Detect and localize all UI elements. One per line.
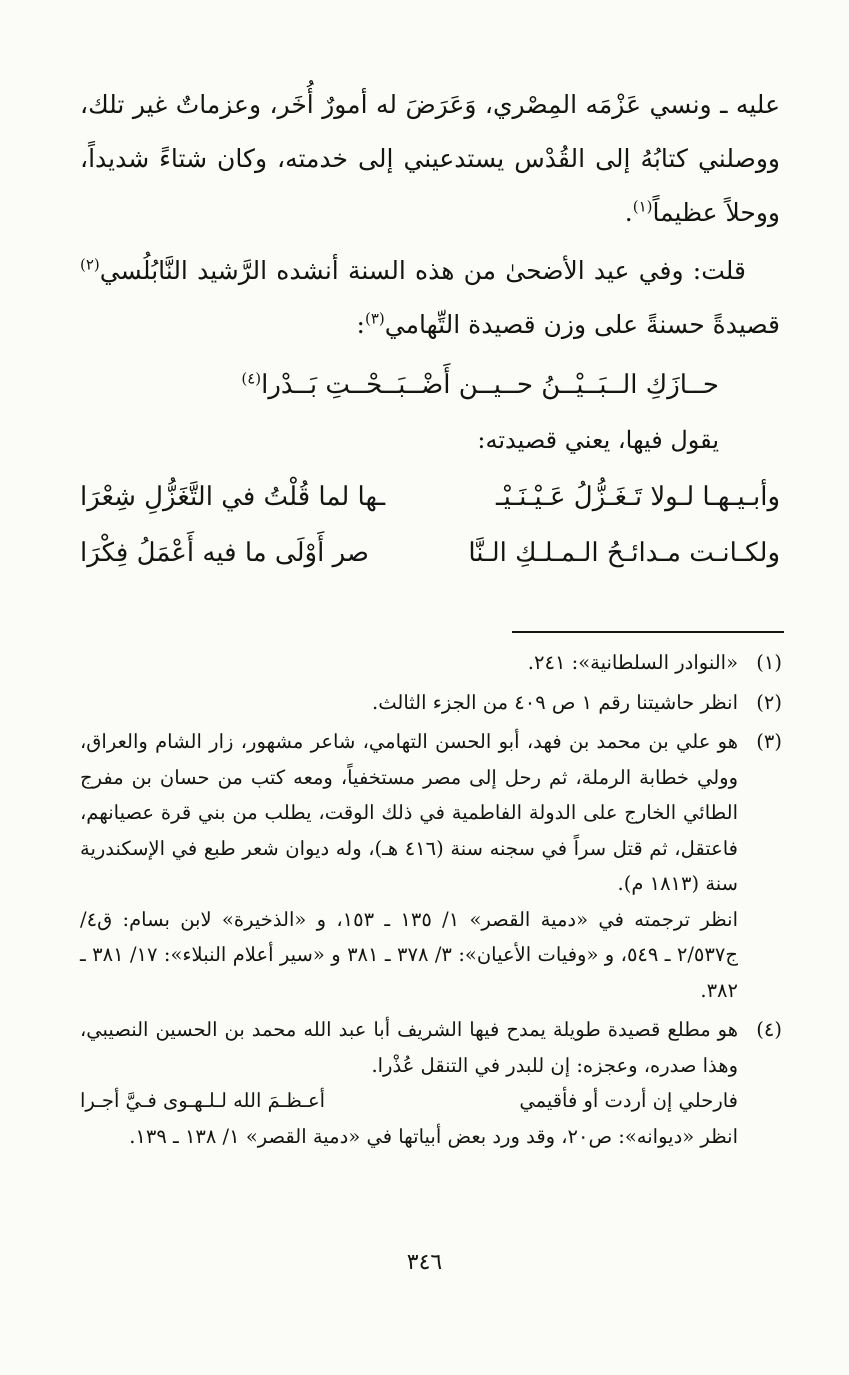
poem-first-hemistich: وأبـيـهـا لـولا تَـغَـزُّلُ عَـيْـنَـيْـ: [496, 482, 780, 512]
footnote-divider: [512, 631, 784, 633]
footnote-number: (٣): [756, 730, 782, 753]
footnote-paragraph: «النوادر السلطانية»: ٢٤١.: [527, 651, 738, 674]
main-text: [80, 78, 780, 352]
paragraph-2-text-b: قصيدةً حسنةً على وزن قصيدة التِّهامي: [384, 310, 780, 339]
footnote-ref-1: (١): [632, 197, 653, 216]
footnote-paragraph: انظر «ديوانه»: ص٢٠، وقد ورد بعض أبياتها في «دمية القصر» ١/ ١٣٨ ـ ١٣٩.: [129, 1124, 738, 1148]
paragraph-1-text: عليه ـ ونسي عَزْمَه المِصْري، وَعَرَضَ له أمورٌ أُخَر، وعزماتٌ غير تلك، ووصلني كتابُهُ إلى القُدْس يستدعيني إلى خدمته، وكان شتاءً شديداً، ووحلاً عظيماً: [80, 90, 780, 227]
footnote-4: [80, 1012, 782, 1154]
footnote-1: [80, 645, 782, 681]
page-number: ٣٤٦: [406, 1250, 443, 1275]
footnote-text: [80, 724, 738, 1008]
footnote-text: [80, 685, 738, 721]
footnote-verse-first: فارحلي إن أردت أو فأقيمي: [519, 1089, 738, 1112]
paragraph-2: [80, 244, 780, 352]
footnote-number: (٢): [756, 690, 782, 714]
footnote-verse-second: أعـظـمَ الله لـلـهـوى فـيَّ أجـرا: [80, 1089, 326, 1112]
poem: [80, 470, 780, 582]
footnote-text: [80, 645, 738, 681]
quoted-verse-text: حــازَكِ الــبَــيْــنُ حــيــن أَضْــبَــحْــتِ بَــدْرا: [261, 370, 719, 400]
quoted-verse: [241, 360, 719, 410]
footnote-paragraph: هو علي بن محمد بن فهد، أبو الحسن التهامي، شاعر مشهور، زار الشام والعراق، وولي خطابة الرملة، ثم رحل إلى مصر مستخفياً، ومعه كتب من حسان بن مفرج الطائي الخارج على الدولة الفاطمية في ذلك الوقت، يطلب من بني قرة عصيانهم، فاعتقل، ثم قتل سراً في سجنه سنة (٤١٦ هـ)، وله ديوان شعر طبع في الإسكندرية سنة (١٨١٣ م).: [80, 730, 738, 895]
poem-first-hemistich: ولكـانـت مـدائـحُ الـمـلـكِ الـنَّا: [468, 538, 780, 568]
paragraph-1-end: .: [624, 198, 633, 227]
footnote-paragraph: انظر حاشيتنا رقم ١ ص ٤٠٩ من الجزء الثالث.: [372, 690, 738, 714]
poem-intro: يقول فيها، يعني قصيدته:: [477, 426, 719, 454]
footnote-verse: [80, 1083, 738, 1119]
footnote-3: [80, 724, 782, 1008]
footnote-ref-4: (٤): [241, 369, 262, 388]
poem-second-hemistich: ـها لما قُلْتُ في التَّغَزُّلِ شِعْرَا: [80, 482, 386, 512]
footnote-paragraph: هو مطلع قصيدة طويلة يمدح فيها الشريف أبا عبد الله محمد بن الحسين النصيبي، وهذا صدره، وعجزه: إن للبدر في التنقل عُذْرا.: [80, 1018, 738, 1077]
poem-line: [80, 526, 780, 582]
footnote-ref-2: (٢): [80, 255, 100, 274]
poem-second-hemistich: صر أَوْلَى ما فيه أَعْمَلُ فِكْرَا: [80, 538, 369, 568]
paragraph-2-text-a: قلت: وفي عيد الأضحىٰ من هذه السنة أنشده الرَّشيد النَّابُلُسي: [99, 256, 746, 285]
footnote-text: [80, 1012, 738, 1154]
footnote-number: (٤): [756, 1018, 782, 1041]
footnote-2: [80, 685, 782, 721]
paragraph-1: [80, 78, 780, 240]
paragraph-2-end: :: [356, 310, 365, 339]
footnote-paragraph: انظر ترجمته في «دمية القصر» ١/ ١٣٥ ـ ١٥٣، و «الذخيرة» لابن بسام: ق٤/ج٢/٥٣٧ ـ ٥٤٩، و «وفيات الأعيان»: ٣/ ٣٧٨ ـ ٣٨١ و «سير أعلام النبلاء»: ١٧/ ٣٨١ ـ ٣٨٢.: [80, 907, 738, 1002]
footnote-number: (١): [756, 651, 782, 674]
poem-line: [80, 470, 780, 526]
footnote-ref-3: (٣): [364, 309, 385, 328]
footnotes: [80, 645, 782, 1154]
